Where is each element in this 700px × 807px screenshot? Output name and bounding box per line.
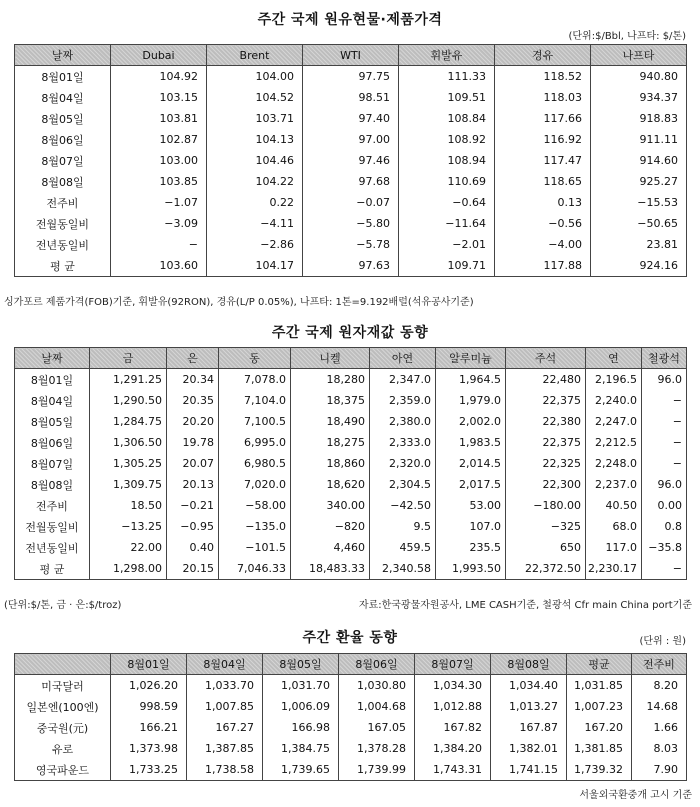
fx-source-note: 서울외국환중개 고시 기준 — [579, 790, 692, 801]
metal-table-cell: 18,620 — [291, 474, 370, 495]
fx-table-cell: 7.90 — [632, 759, 687, 781]
metal-table-cell: 1,983.5 — [436, 432, 506, 453]
fx-table-cell: 998.59 — [111, 696, 187, 717]
oil-table-cell: −5.78 — [303, 234, 399, 255]
metal-table-cell: 18,483.33 — [291, 558, 370, 580]
metal-row-label: 8월04일 — [15, 390, 90, 411]
fx-table-cell: 1,030.80 — [339, 675, 415, 697]
fx-table-cell: 1,384.75 — [263, 738, 339, 759]
metal-table-cell: 68.0 — [586, 516, 642, 537]
oil-row-label: 평 균 — [15, 255, 111, 277]
metal-column-header: 알루미늄 — [436, 348, 506, 369]
metal-table-cell: 22,375 — [506, 390, 586, 411]
oil-footnote: 싱가포르 제품가격(FOB)기준, 휘발유(92RON), 경유(L/P 0.05%), 나프타: 1톤=9.192배럴(석유공사기준) — [4, 297, 474, 308]
oil-table-cell: 104.92 — [111, 66, 207, 88]
fx-table-cell: 1,013.27 — [491, 696, 567, 717]
oil-column-header: 휘발유 — [399, 45, 495, 66]
metal-table-cell: 1,290.50 — [90, 390, 167, 411]
fx-table-cell: 167.87 — [491, 717, 567, 738]
fx-column-header: 8월01일 — [111, 654, 187, 675]
oil-table-cell: 925.27 — [591, 171, 687, 192]
metal-row-label: 전년동일비 — [15, 537, 90, 558]
oil-table-cell: −5.80 — [303, 213, 399, 234]
metal-table-row — [15, 537, 687, 558]
fx-table-cell: 166.98 — [263, 717, 339, 738]
metal-table-cell: −42.50 — [370, 495, 436, 516]
metal-column-header: 아연 — [370, 348, 436, 369]
metal-row-label: 8월06일 — [15, 432, 90, 453]
oil-table-cell: 940.80 — [591, 66, 687, 88]
metal-table-cell: −820 — [291, 516, 370, 537]
metal-table-cell: 1,964.5 — [436, 369, 506, 391]
fx-table-cell: 1,373.98 — [111, 738, 187, 759]
oil-row-label: 전월동일비 — [15, 213, 111, 234]
metal-table-cell: 18,375 — [291, 390, 370, 411]
metal-table-cell: − — [642, 453, 687, 474]
oil-row-label: 8월06일 — [15, 129, 111, 150]
fx-table-cell: 166.21 — [111, 717, 187, 738]
metal-table-cell: 1,993.50 — [436, 558, 506, 580]
oil-table-row — [15, 87, 687, 108]
fx-table-cell: 1,381.85 — [567, 738, 632, 759]
oil-row-label: 전주비 — [15, 192, 111, 213]
oil-table-row — [15, 234, 687, 255]
fx-table-row — [15, 696, 687, 717]
metal-table-cell: 2,247.0 — [586, 411, 642, 432]
metal-table-cell: 2,240.0 — [586, 390, 642, 411]
metal-column-header: 연 — [586, 348, 642, 369]
oil-table-cell: −15.53 — [591, 192, 687, 213]
fx-table-cell: 1,031.70 — [263, 675, 339, 697]
metal-table-cell: 20.35 — [167, 390, 219, 411]
fx-table-cell: 1,739.32 — [567, 759, 632, 781]
oil-table-body — [15, 66, 687, 277]
fx-column-header: 8월05일 — [263, 654, 339, 675]
oil-table-cell: 109.51 — [399, 87, 495, 108]
fx-table-row — [15, 759, 687, 781]
metal-column-header: 동 — [219, 348, 291, 369]
metal-table-cell: 96.0 — [642, 369, 687, 391]
oil-table-cell: 103.15 — [111, 87, 207, 108]
fx-table-cell: 1,034.30 — [415, 675, 491, 697]
metal-table-cell: 40.50 — [586, 495, 642, 516]
fx-table-cell: 1,007.23 — [567, 696, 632, 717]
fx-table-cell: 167.27 — [187, 717, 263, 738]
oil-table-row — [15, 255, 687, 277]
metal-table-cell: 2,196.5 — [586, 369, 642, 391]
fx-table-cell: 1,004.68 — [339, 696, 415, 717]
fx-table-cell: 167.05 — [339, 717, 415, 738]
metal-table-cell: −58.00 — [219, 495, 291, 516]
oil-row-label: 전년동일비 — [15, 234, 111, 255]
metal-table-cell: 6,980.5 — [219, 453, 291, 474]
fx-table-cell: 1,006.09 — [263, 696, 339, 717]
metal-table-cell: 6,995.0 — [219, 432, 291, 453]
fx-table-row — [15, 675, 687, 697]
fx-table-cell: 1,738.58 — [187, 759, 263, 781]
metal-table-cell: − — [642, 411, 687, 432]
oil-table-cell: 103.60 — [111, 255, 207, 277]
oil-table-cell: 918.83 — [591, 108, 687, 129]
oil-table-cell: 103.85 — [111, 171, 207, 192]
fx-column-header: 전주비 — [632, 654, 687, 675]
metal-table-cell: 22,375 — [506, 432, 586, 453]
metal-table-cell: 340.00 — [291, 495, 370, 516]
oil-table-cell: 108.92 — [399, 129, 495, 150]
fx-table-cell: 1,382.01 — [491, 738, 567, 759]
fx-table-row — [15, 717, 687, 738]
oil-table-cell: 0.22 — [207, 192, 303, 213]
metal-table-cell: 7,100.5 — [219, 411, 291, 432]
metal-table-cell: 650 — [506, 537, 586, 558]
metal-table-row — [15, 432, 687, 453]
fx-row-label: 유로 — [15, 738, 111, 759]
fx-table-cell: 1,739.65 — [263, 759, 339, 781]
metal-column-header: 니켈 — [291, 348, 370, 369]
oil-table-row — [15, 192, 687, 213]
oil-table-cell: 97.68 — [303, 171, 399, 192]
oil-table-cell: 97.46 — [303, 150, 399, 171]
metal-table-cell: 1,298.00 — [90, 558, 167, 580]
metal-table-cell: 22,372.50 — [506, 558, 586, 580]
metal-table-row — [15, 390, 687, 411]
metal-column-header: 날짜 — [15, 348, 90, 369]
metal-row-label: 8월01일 — [15, 369, 90, 391]
oil-table-cell: 23.81 — [591, 234, 687, 255]
metal-table-row — [15, 474, 687, 495]
fx-unit-note: (단위 : 원) — [639, 636, 686, 647]
metal-table-cell: 22,380 — [506, 411, 586, 432]
metal-column-header: 주석 — [506, 348, 586, 369]
fx-table-cell: 1,739.99 — [339, 759, 415, 781]
fx-column-header: 8월06일 — [339, 654, 415, 675]
metal-table-cell: 18,860 — [291, 453, 370, 474]
oil-table-cell: −1.07 — [111, 192, 207, 213]
oil-table-cell: 97.00 — [303, 129, 399, 150]
metal-row-label: 8월07일 — [15, 453, 90, 474]
metal-table-cell: 18,490 — [291, 411, 370, 432]
metal-table-cell: 0.40 — [167, 537, 219, 558]
oil-table-cell: −11.64 — [399, 213, 495, 234]
fx-table-cell: 1.66 — [632, 717, 687, 738]
metal-table-cell: 20.07 — [167, 453, 219, 474]
metal-table-cell: −135.0 — [219, 516, 291, 537]
oil-table-cell: 911.11 — [591, 129, 687, 150]
oil-row-label: 8월01일 — [15, 66, 111, 88]
oil-table-cell: 104.13 — [207, 129, 303, 150]
oil-row-label: 8월04일 — [15, 87, 111, 108]
oil-table-cell: 118.52 — [495, 66, 591, 88]
fx-table-cell: 1,007.85 — [187, 696, 263, 717]
metal-table-cell: 235.5 — [436, 537, 506, 558]
metal-table-cell: 22,480 — [506, 369, 586, 391]
fx-table-cell: 1,378.28 — [339, 738, 415, 759]
metal-table-cell: 2,347.0 — [370, 369, 436, 391]
oil-table-cell: 103.81 — [111, 108, 207, 129]
oil-table-cell: 104.00 — [207, 66, 303, 88]
fx-column-header: 8월04일 — [187, 654, 263, 675]
fx-table-cell: 1,012.88 — [415, 696, 491, 717]
oil-row-label: 8월08일 — [15, 171, 111, 192]
fx-table-cell: 1,034.40 — [491, 675, 567, 697]
metal-table-cell: 1,284.75 — [90, 411, 167, 432]
oil-table-cell: 102.87 — [111, 129, 207, 150]
fx-table-cell: 1,033.70 — [187, 675, 263, 697]
metal-table-cell: 0.8 — [642, 516, 687, 537]
oil-table-cell: −2.01 — [399, 234, 495, 255]
fx-table-cell: 1,026.20 — [111, 675, 187, 697]
oil-table-cell: 103.00 — [111, 150, 207, 171]
metal-table-cell: − — [642, 558, 687, 580]
oil-table-cell: 103.71 — [207, 108, 303, 129]
fx-table-row — [15, 738, 687, 759]
oil-table-cell: 109.71 — [399, 255, 495, 277]
oil-header-row — [15, 45, 687, 66]
oil-table-row — [15, 171, 687, 192]
metal-table-cell: −0.21 — [167, 495, 219, 516]
oil-table-cell: −4.00 — [495, 234, 591, 255]
metal-table-cell: 18.50 — [90, 495, 167, 516]
oil-table-cell: 108.84 — [399, 108, 495, 129]
metal-header-row — [15, 348, 687, 369]
fx-table-cell: 1,384.20 — [415, 738, 491, 759]
metal-table-cell: 2,359.0 — [370, 390, 436, 411]
metal-table-cell: 53.00 — [436, 495, 506, 516]
oil-table-cell: 104.52 — [207, 87, 303, 108]
metal-table-row — [15, 453, 687, 474]
fx-row-label: 중국원(元) — [15, 717, 111, 738]
metal-table-cell: 19.78 — [167, 432, 219, 453]
fx-table-cell: 167.20 — [567, 717, 632, 738]
metal-table-cell: 2,014.5 — [436, 453, 506, 474]
oil-table-cell: 117.47 — [495, 150, 591, 171]
metal-source-note: 자료:한국광물자원공사, LME CASH기준, 철광석 Cfr main China port기준 — [358, 600, 692, 611]
metal-table-row — [15, 411, 687, 432]
metal-table-cell: 1,306.50 — [90, 432, 167, 453]
oil-table-row — [15, 213, 687, 234]
metal-price-table — [14, 347, 687, 580]
fx-row-label: 영국파운드 — [15, 759, 111, 781]
metal-table-cell: 2,212.5 — [586, 432, 642, 453]
metal-table-cell: 4,460 — [291, 537, 370, 558]
metal-column-header: 금 — [90, 348, 167, 369]
metal-row-label: 전월동일비 — [15, 516, 90, 537]
metal-table-cell: −0.95 — [167, 516, 219, 537]
metal-table-cell: 2,002.0 — [436, 411, 506, 432]
metal-table-cell: 7,078.0 — [219, 369, 291, 391]
fx-rate-table — [14, 653, 687, 781]
metal-table-cell: 2,333.0 — [370, 432, 436, 453]
oil-table-cell: 104.17 — [207, 255, 303, 277]
fx-row-label: 일본엔(100엔) — [15, 696, 111, 717]
metal-table-body — [15, 369, 687, 580]
oil-table-cell: 117.88 — [495, 255, 591, 277]
metal-table-cell: 2,380.0 — [370, 411, 436, 432]
fx-table-cell: 8.20 — [632, 675, 687, 697]
fx-table-cell: 1,031.85 — [567, 675, 632, 697]
oil-table-row — [15, 129, 687, 150]
oil-table-cell: 104.46 — [207, 150, 303, 171]
metal-table-cell: 2,320.0 — [370, 453, 436, 474]
oil-table-row — [15, 108, 687, 129]
metal-table-cell: 7,020.0 — [219, 474, 291, 495]
oil-column-header: Brent — [207, 45, 303, 66]
oil-table-cell: 108.94 — [399, 150, 495, 171]
metal-table-cell: 22,325 — [506, 453, 586, 474]
metal-table-cell: 7,104.0 — [219, 390, 291, 411]
metal-table-cell: −13.25 — [90, 516, 167, 537]
oil-table-cell: 116.92 — [495, 129, 591, 150]
oil-table-cell: 110.69 — [399, 171, 495, 192]
oil-row-label: 8월07일 — [15, 150, 111, 171]
metal-table-cell: 2,237.0 — [586, 474, 642, 495]
oil-table-cell: 117.66 — [495, 108, 591, 129]
oil-table-cell: 934.37 — [591, 87, 687, 108]
fx-table-cell: 1,387.85 — [187, 738, 263, 759]
oil-table-cell: − — [111, 234, 207, 255]
metal-table-cell: 117.0 — [586, 537, 642, 558]
metal-table-cell: 20.13 — [167, 474, 219, 495]
oil-table-cell: 0.13 — [495, 192, 591, 213]
metal-table-cell: 20.20 — [167, 411, 219, 432]
fx-table-cell: 167.82 — [415, 717, 491, 738]
fx-column-header: 평균 — [567, 654, 632, 675]
oil-table-cell: 97.63 — [303, 255, 399, 277]
metal-table-cell: 22,300 — [506, 474, 586, 495]
oil-table-cell: 97.40 — [303, 108, 399, 129]
oil-table-cell: −0.56 — [495, 213, 591, 234]
oil-unit-note: (단위:$/Bbl, 나프타: $/톤) — [568, 31, 686, 42]
metal-table-row — [15, 495, 687, 516]
oil-column-header: WTI — [303, 45, 399, 66]
metal-table-cell: − — [642, 432, 687, 453]
oil-table-cell: 118.65 — [495, 171, 591, 192]
metal-table-cell: 18,280 — [291, 369, 370, 391]
fx-table-body — [15, 675, 687, 781]
metal-table-cell: 96.0 — [642, 474, 687, 495]
oil-table-cell: 111.33 — [399, 66, 495, 88]
metal-table-cell: 107.0 — [436, 516, 506, 537]
oil-table-cell: −0.64 — [399, 192, 495, 213]
oil-column-header: Dubai — [111, 45, 207, 66]
fx-table-cell: 1,743.31 — [415, 759, 491, 781]
metal-table-cell: 7,046.33 — [219, 558, 291, 580]
metal-table-cell: 2,340.58 — [370, 558, 436, 580]
oil-table-row — [15, 150, 687, 171]
metal-table-row — [15, 369, 687, 391]
metal-row-label: 평 균 — [15, 558, 90, 580]
oil-table-cell: 98.51 — [303, 87, 399, 108]
oil-column-header: 나프타 — [591, 45, 687, 66]
metal-row-label: 8월05일 — [15, 411, 90, 432]
metal-section-title: 주간 국제 원자재값 동향 — [271, 325, 429, 341]
fx-header-row — [15, 654, 687, 675]
fx-column-header — [15, 654, 111, 675]
oil-table-cell: −4.11 — [207, 213, 303, 234]
metal-column-header: 은 — [167, 348, 219, 369]
fx-section-title: 주간 환율 동향 — [302, 630, 398, 646]
fx-table-cell: 1,733.25 — [111, 759, 187, 781]
metal-table-cell: −325 — [506, 516, 586, 537]
metal-table-row — [15, 516, 687, 537]
oil-table-cell: 97.75 — [303, 66, 399, 88]
fx-table-cell: 1,741.15 — [491, 759, 567, 781]
metal-table-cell: 22.00 — [90, 537, 167, 558]
metal-table-cell: −101.5 — [219, 537, 291, 558]
metal-table-cell: 2,248.0 — [586, 453, 642, 474]
oil-table-cell: 924.16 — [591, 255, 687, 277]
metal-table-cell: 0.00 — [642, 495, 687, 516]
metal-table-cell: 1,305.25 — [90, 453, 167, 474]
fx-table-cell: 8.03 — [632, 738, 687, 759]
fx-column-header: 8월08일 — [491, 654, 567, 675]
metal-table-cell: 459.5 — [370, 537, 436, 558]
oil-column-header: 경유 — [495, 45, 591, 66]
metal-table-cell: 2,017.5 — [436, 474, 506, 495]
oil-table-row — [15, 66, 687, 88]
oil-table-cell: −0.07 — [303, 192, 399, 213]
oil-table-cell: 104.22 — [207, 171, 303, 192]
metal-table-cell: − — [642, 390, 687, 411]
metal-table-cell: 1,291.25 — [90, 369, 167, 391]
metal-table-cell: 2,304.5 — [370, 474, 436, 495]
oil-table-cell: −50.65 — [591, 213, 687, 234]
oil-column-header: 날짜 — [15, 45, 111, 66]
oil-section-title: 주간 국제 원유현물·제품가격 — [257, 12, 443, 28]
fx-table-cell: 14.68 — [632, 696, 687, 717]
metal-table-cell: 2,230.17 — [586, 558, 642, 580]
metal-table-cell: 18,275 — [291, 432, 370, 453]
fx-row-label: 미국달러 — [15, 675, 111, 697]
oil-table-cell: −3.09 — [111, 213, 207, 234]
metal-table-cell: 1,979.0 — [436, 390, 506, 411]
oil-table-cell: 914.60 — [591, 150, 687, 171]
metal-table-cell: 20.15 — [167, 558, 219, 580]
fx-column-header: 8월07일 — [415, 654, 491, 675]
metal-row-label: 전주비 — [15, 495, 90, 516]
oil-table-cell: 118.03 — [495, 87, 591, 108]
metal-column-header: 철광석 — [642, 348, 687, 369]
oil-row-label: 8월05일 — [15, 108, 111, 129]
metal-table-cell: −180.00 — [506, 495, 586, 516]
oil-price-table — [14, 44, 687, 277]
metal-table-cell: 20.34 — [167, 369, 219, 391]
metal-table-cell: 9.5 — [370, 516, 436, 537]
metal-table-cell: −35.8 — [642, 537, 687, 558]
metal-table-cell: 1,309.75 — [90, 474, 167, 495]
metal-table-row — [15, 558, 687, 580]
metal-row-label: 8월08일 — [15, 474, 90, 495]
metal-unit-note: (단위:$/톤, 금 · 은:$/troz) — [4, 600, 122, 611]
oil-table-cell: −2.86 — [207, 234, 303, 255]
